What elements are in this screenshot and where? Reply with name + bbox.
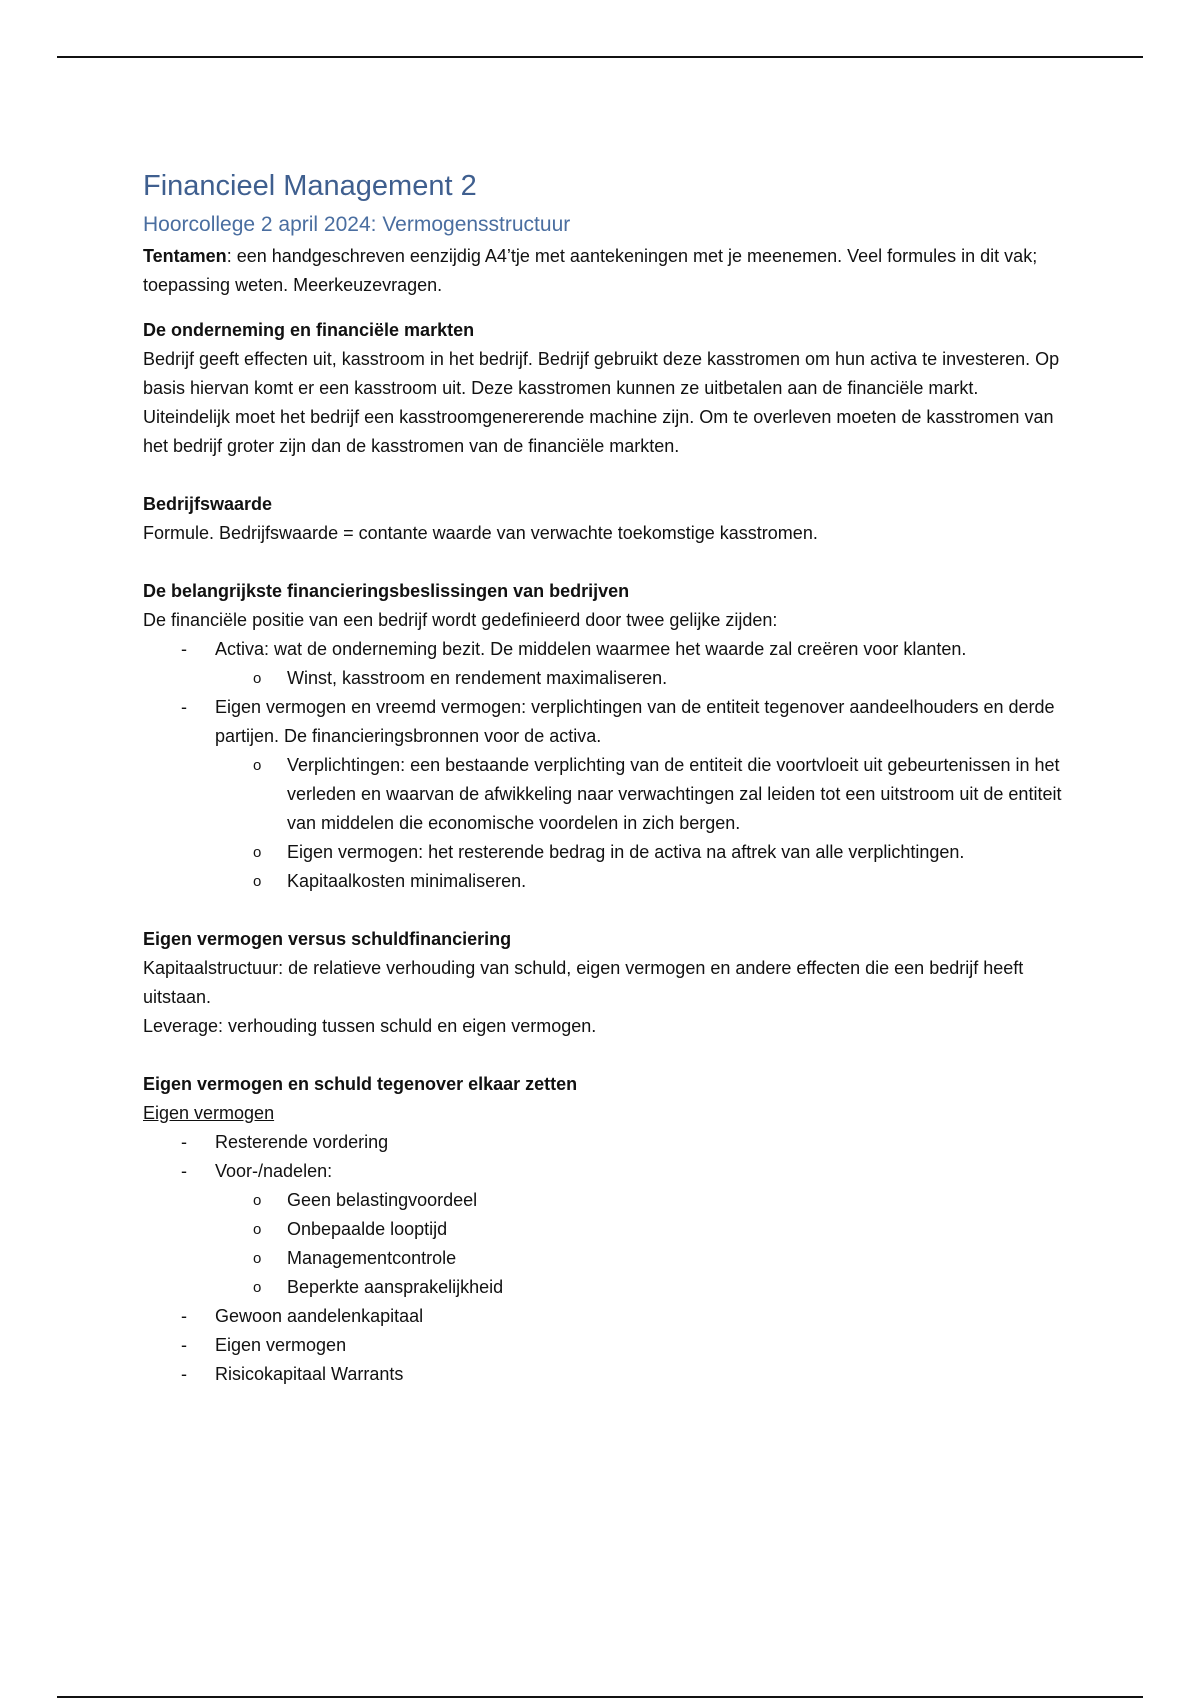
list-item [143,693,1063,896]
sub-list-item [215,751,1063,838]
circle-bullet: o [253,1279,262,1296]
dash-bullet: - [181,1161,187,1181]
list-item [143,1157,1063,1302]
dash-bullet: - [181,697,187,717]
equity-list [143,1128,1063,1389]
sub-list-item-text: Kapitaalkosten minimaliseren. [287,871,527,891]
lecture-subtitle: Hoorcollege 2 april 2024: Vermogensstructuur [143,213,571,236]
sub-list-item-text: Verplichtingen: een bestaande verplichting van de entiteit die voortvloeit uit gebeurtenissen in het verleden en waarvan de afwikkeling naar verwachtingen zal leiden tot een uitstroom uit de entiteit van middelen die economische voordelen in zich bergen. [287,755,1062,833]
circle-bullet: o [253,873,262,890]
circle-bullet: o [253,1192,262,1209]
sub-list-item-text: Managementcontrole [287,1248,457,1268]
sub-list-item [215,1186,1063,1215]
sub-list [215,664,1063,693]
section-equity-debt-paragraph-2: Leverage: verhouding tussen schuld en eigen vermogen. [143,1016,597,1036]
section-equity-debt-paragraph-1: Kapitaalstructuur: de relatieve verhouding van schuld, eigen vermogen en andere effecten die een bedrijf heeft uitstaan. [143,958,1024,1007]
section-company-value-paragraph: Formule. Bedrijfswaarde = contante waarde van verwachte toekomstige kasstromen. [143,523,818,543]
document-body [143,168,1063,1389]
sub-list-item-text: Onbepaalde looptijd [287,1219,448,1239]
dash-bullet: - [181,639,187,659]
sub-list-item [215,664,1063,693]
list-item-text: Activa: wat de onderneming bezit. De middelen waarmee het waarde zal creëren voor klanten. [215,639,967,659]
intro-text: : een handgeschreven eenzijdig A4’tje met aantekeningen met je meenemen. Veel formules in dit vak; toepassing weten. Meerkeuzevragen. [143,246,1038,295]
sub-list-item-text: Geen belastingvoordeel [287,1190,478,1210]
list-item-text: Risicokapitaal Warrants [215,1364,404,1384]
sub-list-item-text: Winst, kasstroom en rendement maximaliseren. [287,668,668,688]
list-item [143,1331,1063,1360]
sub-list [215,1186,1063,1302]
sub-list-item-text: Eigen vermogen: het resterende bedrag in de activa na aftrek van alle verplichtingen. [287,842,965,862]
financing-list [143,635,1063,896]
circle-bullet: o [253,670,262,687]
section-heading-company-value: Bedrijfswaarde [143,494,273,514]
list-item-text: Gewoon aandelenkapitaal [215,1306,424,1326]
section-heading-equity-and-debt-compared: Eigen vermogen en schuld tegenover elkaar zetten [143,1074,578,1094]
circle-bullet: o [253,1221,262,1238]
section-heading-markets: De onderneming en financiële markten [143,320,475,340]
intro-label: Tentamen [143,246,227,266]
list-item [143,635,1063,693]
section-heading-equity-vs-debt: Eigen vermogen versus schuldfinanciering [143,929,512,949]
header-rule [57,56,1143,58]
list-item [143,1302,1063,1331]
circle-bullet: o [253,1250,262,1267]
sub-list [215,751,1063,896]
list-item-text: Eigen vermogen [215,1335,347,1355]
circle-bullet: o [253,844,262,861]
subheading-equity: Eigen vermogen [143,1103,275,1123]
list-item [143,1128,1063,1157]
list-item-text: Voor-/nadelen: [215,1161,333,1181]
dash-bullet: - [181,1306,187,1326]
dash-bullet: - [181,1364,187,1384]
footer-rule [57,1696,1143,1698]
intro-paragraph [143,242,1063,300]
circle-bullet: o [253,757,262,774]
section-heading-financing-decisions: De belangrijkste financieringsbeslissingen van bedrijven [143,581,630,601]
dash-bullet: - [181,1132,187,1152]
section-financing-paragraph: De financiële positie van een bedrijf wordt gedefinieerd door twee gelijke zijden: [143,610,778,630]
list-item [143,1360,1063,1389]
sub-list-item [215,1244,1063,1273]
list-item-text: Resterende vordering [215,1132,389,1152]
page-title: Financieel Management 2 [143,170,477,202]
section-markets-paragraph-1: Bedrijf geeft effecten uit, kasstroom in het bedrijf. Bedrijf gebruikt deze kasstromen om hun activa te investeren. Op basis hiervan komt er een kasstroom uit. Deze kasstromen kunnen ze uitbetalen aan de financiële markt. [143,349,1060,398]
section-markets-paragraph-2: Uiteindelijk moet het bedrijf een kasstroomgenererende machine zijn. Om te overleven moeten de kasstromen van het bedrijf groter zijn dan de kasstromen van de financiële markten. [143,407,1054,456]
sub-list-item [215,1273,1063,1302]
sub-list-item [215,838,1063,867]
sub-list-item-text: Beperkte aansprakelijkheid [287,1277,504,1297]
list-item-text: Eigen vermogen en vreemd vermogen: verplichtingen van de entiteit tegenover aandeelhouders en derde partijen. De financieringsbronnen voor de activa. [215,697,1055,746]
dash-bullet: - [181,1335,187,1355]
sub-list-item [215,1215,1063,1244]
sub-list-item [215,867,1063,896]
